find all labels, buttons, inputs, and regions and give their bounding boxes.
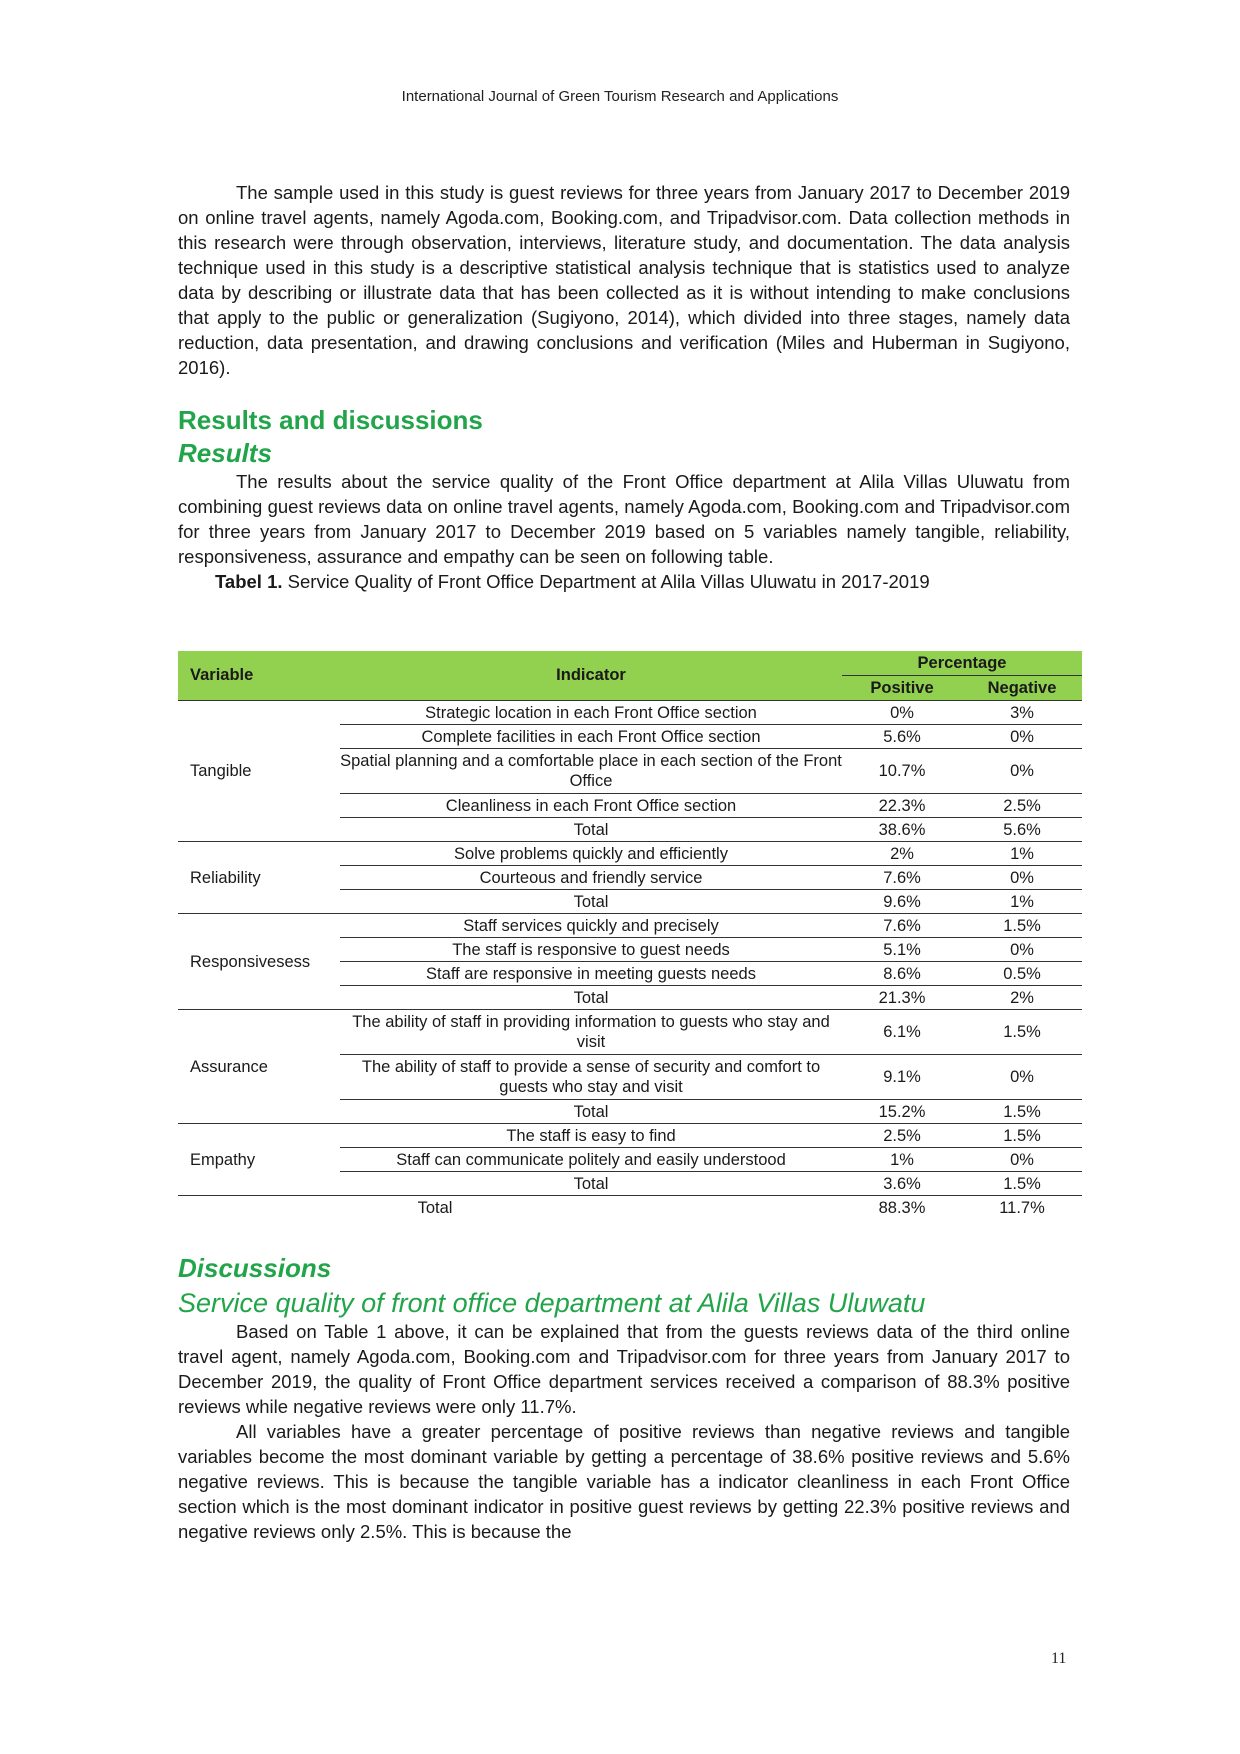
negative-cell: 0%: [962, 866, 1082, 890]
intro-section: [178, 180, 1070, 380]
indicator-cell: Staff can communicate politely and easily understood: [340, 1148, 842, 1172]
negative-cell: 1.5%: [962, 1010, 1082, 1055]
discussion-paragraph-2: All variables have a greater percentage of positive reviews than negative reviews and tangible variables become the most dominant variable by getting a percentage of 38.6% positive reviews and 5.6% negative reviews. This is because the tangible variable has a indicator cleanliness in each Front Office section which is the most dominant indicator in positive guest reviews by getting 22.3% positive reviews and negative reviews only 2.5%. This is because the: [178, 1421, 1070, 1542]
positive-cell: 6.1%: [842, 1010, 962, 1055]
negative-cell: 3%: [962, 701, 1082, 725]
table-row: [178, 842, 1082, 866]
table-body: [178, 701, 1082, 1220]
subtotal-label: Total: [340, 1172, 842, 1196]
negative-cell: 5.6%: [962, 818, 1082, 842]
positive-cell: 2.5%: [842, 1124, 962, 1148]
positive-cell: 8.6%: [842, 962, 962, 986]
heading-service-quality: Service quality of front office department at Alila Villas Uluwatu: [178, 1288, 926, 1318]
negative-cell: 1.5%: [962, 1124, 1082, 1148]
page-number: 11: [1051, 1650, 1067, 1667]
negative-cell: 0%: [962, 1148, 1082, 1172]
table-row: [178, 701, 1082, 725]
indicator-cell: Complete facilities in each Front Office section: [340, 725, 842, 749]
variable-cell: Assurance: [178, 1010, 340, 1124]
header-percentage: Percentage: [842, 651, 1082, 676]
negative-cell: 0%: [962, 938, 1082, 962]
indicator-cell: The ability of staff in providing information to guests who stay and visit: [340, 1010, 842, 1055]
positive-cell: 10.7%: [842, 749, 962, 794]
positive-cell: 1%: [842, 1148, 962, 1172]
indicator-cell: Strategic location in each Front Office section: [340, 701, 842, 725]
negative-cell: 2.5%: [962, 794, 1082, 818]
negative-cell: 0.5%: [962, 962, 1082, 986]
negative-cell: 0%: [962, 749, 1082, 794]
indicator-cell: The ability of staff to provide a sense of security and comfort to guests who stay and visit: [340, 1055, 842, 1100]
running-head: International Journal of Green Tourism Research and Applications: [401, 88, 839, 105]
table-row-grand-total: [178, 1196, 1082, 1220]
indicator-cell: The staff is responsive to guest needs: [340, 938, 842, 962]
heading-results: Results: [178, 438, 272, 468]
table-caption-label: Tabel 1.: [215, 571, 283, 592]
positive-cell: 38.6%: [842, 818, 962, 842]
positive-cell: 15.2%: [842, 1100, 962, 1124]
positive-cell: 0%: [842, 701, 962, 725]
table-caption: [178, 569, 1070, 594]
positive-cell: 21.3%: [842, 986, 962, 1010]
heading-results-and-discussions: Results and discussions: [178, 405, 483, 435]
grand-total-positive: 88.3%: [878, 1198, 926, 1217]
discussion-paragraph-1: Based on Table 1 above, it can be explained that from the guests reviews data of the third online travel agent, namely Agoda.com, Booking.com and Tripadvisor.com for three years from January 2017 to December 2019, the quality of Front Office department services received a comparison of 88.3% positive reviews while negative reviews were only 11.7%.: [178, 1321, 1070, 1417]
positive-cell: 5.1%: [842, 938, 962, 962]
subtotal-label: Total: [340, 818, 842, 842]
grand-total-label: Total: [417, 1198, 453, 1217]
negative-cell: 0%: [962, 1055, 1082, 1100]
subtotal-label: Total: [340, 986, 842, 1010]
header-positive: Positive: [842, 676, 962, 701]
table-row: [178, 1124, 1082, 1148]
positive-cell: 9.1%: [842, 1055, 962, 1100]
positive-cell: 22.3%: [842, 794, 962, 818]
variable-cell: Reliability: [178, 842, 340, 914]
results-section: [178, 405, 1070, 594]
negative-cell: 0%: [962, 725, 1082, 749]
intro-paragraph: The sample used in this study is guest reviews for three years from January 2017 to December 2019 on online travel agents, namely Agoda.com, Booking.com, and Tripadvisor.com. Data collection methods in this research were through observation, interviews, literature study, and documentation. The data analysis technique used in this study is a descriptive statistical analysis technique that is statistics used to analyze data by describing or illustrate data that has been collected as it is without intending to make conclusions that apply to the public or generalization (Sugiyono, 2014), which divided into three stages, namely data reduction, data presentation, and drawing conclusions and verification (Miles and Huberman in Sugiyono, 2016).: [178, 182, 1070, 378]
positive-cell: 2%: [842, 842, 962, 866]
indicator-cell: Cleanliness in each Front Office section: [340, 794, 842, 818]
heading-discussions: Discussions: [178, 1253, 332, 1283]
subtotal-label: Total: [340, 890, 842, 914]
results-paragraph: The results about the service quality of the Front Office department at Alila Villas Uluwatu from combining guest reviews data on online travel agents, namely Agoda.com, Booking.com and Tripadvisor.com for three years from January 2017 to December 2019 based on 5 variables namely tangible, reliability, responsiveness, assurance and empathy can be seen on following table.: [178, 471, 1070, 567]
negative-cell: 1%: [962, 890, 1082, 914]
negative-cell: 2%: [962, 986, 1082, 1010]
negative-cell: 1.5%: [962, 914, 1082, 938]
service-quality-table-wrapper: [178, 651, 1082, 1219]
service-quality-table: [178, 651, 1082, 1219]
positive-cell: 3.6%: [842, 1172, 962, 1196]
table-row: [178, 1010, 1082, 1055]
header-negative: Negative: [962, 676, 1082, 701]
discussions-section: [178, 1253, 1070, 1544]
variable-cell: Responsivesess: [178, 914, 340, 1010]
variable-cell: Tangible: [178, 701, 340, 842]
negative-cell: 1.5%: [962, 1100, 1082, 1124]
table-caption-text: Service Quality of Front Office Department at Alila Villas Uluwatu in 2017-2019: [282, 571, 930, 592]
negative-cell: 1%: [962, 842, 1082, 866]
indicator-cell: Solve problems quickly and efficiently: [340, 842, 842, 866]
indicator-cell: Staff are responsive in meeting guests needs: [340, 962, 842, 986]
indicator-cell: Spatial planning and a comfortable place in each section of the Front Office: [340, 749, 842, 794]
indicator-cell: The staff is easy to find: [340, 1124, 842, 1148]
negative-cell: 1.5%: [962, 1172, 1082, 1196]
positive-cell: 7.6%: [842, 866, 962, 890]
positive-cell: 7.6%: [842, 914, 962, 938]
variable-cell: Empathy: [178, 1124, 340, 1196]
subtotal-label: Total: [340, 1100, 842, 1124]
positive-cell: 5.6%: [842, 725, 962, 749]
indicator-cell: Staff services quickly and precisely: [340, 914, 842, 938]
positive-cell: 9.6%: [842, 890, 962, 914]
header-variable: Variable: [178, 651, 340, 701]
header-indicator: Indicator: [340, 651, 842, 701]
indicator-cell: Courteous and friendly service: [340, 866, 842, 890]
grand-total-negative: 11.7%: [999, 1198, 1045, 1217]
table-row: [178, 914, 1082, 938]
